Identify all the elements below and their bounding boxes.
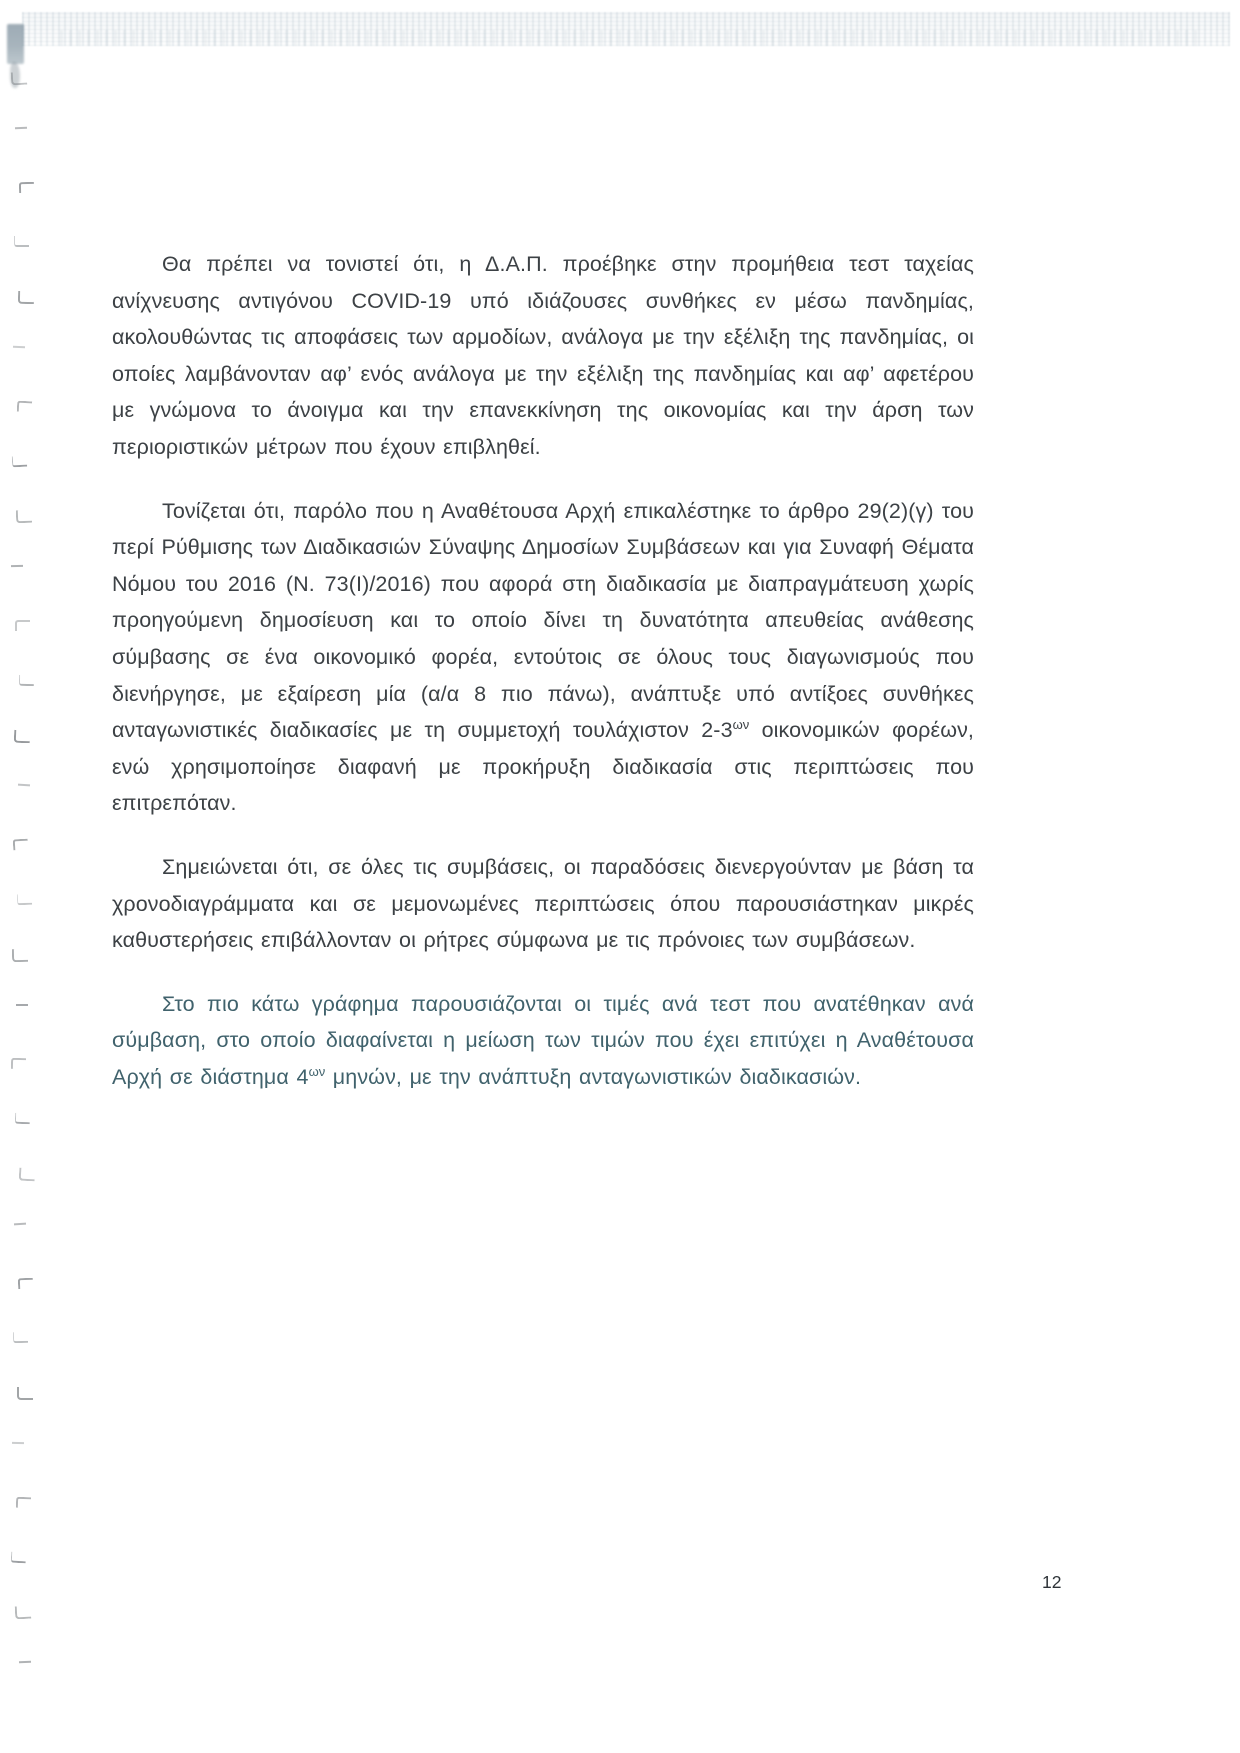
binding-mark bbox=[15, 1606, 32, 1620]
binding-mark bbox=[15, 127, 27, 129]
binding-mark bbox=[14, 236, 29, 247]
binding-mark bbox=[16, 510, 32, 524]
scan-noise-band-light bbox=[60, 30, 1200, 46]
binding-mark bbox=[18, 784, 30, 787]
binding-mark bbox=[18, 1278, 33, 1290]
binding-mark bbox=[18, 291, 34, 304]
paragraph-text: Στο πιο κάτω γράφημα παρουσιάζονται οι τιμές ανά τεστ που ανατέθηκαν ανά σύμβαση, στο οποίο διαφαίνεται η μείωση των τιμών που έχει επιτύχει η Αναθέτουσα Αρχή σε διάστημα 4 bbox=[112, 991, 974, 1089]
binding-mark bbox=[17, 401, 33, 413]
binding-mark bbox=[11, 1058, 26, 1069]
paragraph-text: Τονίζεται ότι, παρόλο που η Αναθέτουσα Αρχή επικαλέστηκε το άρθρο 29(2)(γ) του περί Ρύθμισης των Διαδικασιών Σύναψης Δημοσίων Συμβάσεων και για Συναφή Θέματα Νόμου του 2016 (Ν. 73(Ι)/2016) που αφορά στη διαδικασία με διαπραγμάτευση χωρίς προηγούμενη δημοσίευση και το οποίο δίνει τη δυνατότητα απευθείας ανάθεσης σύμβασης σε ένα οικονομικό φορέα, εντούτοις σε όλους τους διαγωνισμούς που διενήργησε, με εξαίρεση μία (α/α 8 πιο πάνω), ανάπτυξε υπό αντίξοες συνθήκες ανταγωνιστικές διαδικασίες με τη συμμετοχή τουλάχιστον 2-3 bbox=[112, 498, 974, 743]
binding-mark bbox=[16, 1497, 31, 1509]
superscript-text: ων bbox=[732, 716, 750, 732]
paragraph-text: Θα πρέπει να τονιστεί ότι, η Δ.Α.Π. προέβηκε στην προμήθεια τεστ ταχείας ανίχνευσης αντιγόνου COVID-19 υπό ιδιάζουσες συνθήκες εν μέσω πανδημίας, ακολουθώντας τις αποφάσεις των αρμοδίων, ανάλογα με την εξέλιξη της πανδημίας, οι οποίες λαμβάνονταν αφ’ ενός ανάλογα με την εξέλιξη της πανδημίας και αφ’ αφετέρου με γνώμονα το άνοιγμα και την επανεκκίνηση της οικονομίας και την άρση των περιοριστικών μέτρων που έχουν επιβληθεί. bbox=[112, 252, 974, 459]
paragraph-text: οικονομικών φορέων, ενώ χρησιμοποίησε διαφανή με προκήρυξη διαδικασία στις περιπτώσεις που επιτρεπόταν. bbox=[112, 718, 975, 816]
binding-mark bbox=[19, 1168, 36, 1182]
scan-artifact-blob bbox=[7, 24, 24, 64]
paragraph-text: Σημειώνεται ότι, σε όλες τις συμβάσεις, οι παραδόσεις διενεργούνταν με βάση τα χρονοδιαγράμματα και σε μεμονωμένες περιπτώσεις όπου παρουσιάστηκαν μικρές καθυστερήσεις επιβάλλονταν οι ρήτρες σύμφωνα με τις πρόνοιες των συμβάσεων. bbox=[112, 854, 974, 953]
binding-mark bbox=[12, 456, 28, 468]
binding-mark bbox=[15, 1113, 30, 1125]
binding-mark bbox=[13, 1332, 28, 1343]
paragraph bbox=[112, 493, 974, 822]
page-number: 12 bbox=[1042, 1572, 1062, 1592]
binding-mark bbox=[12, 1442, 24, 1444]
binding-mark bbox=[11, 565, 23, 567]
superscript-text: ων bbox=[308, 1063, 326, 1079]
binding-mark bbox=[12, 949, 28, 962]
binding-mark bbox=[17, 1387, 33, 1400]
binding-mark bbox=[14, 1223, 26, 1226]
binding-mark bbox=[11, 1552, 27, 1564]
binding-mark bbox=[13, 346, 25, 348]
paragraph-text: μηνών, με την ανάπτυξη ανταγωνιστικών διαδικασιών. bbox=[325, 1064, 862, 1089]
binding-mark bbox=[15, 620, 30, 631]
paragraph bbox=[112, 986, 974, 1096]
binding-mark bbox=[13, 839, 29, 851]
binding-mark bbox=[17, 894, 32, 906]
binding-mark bbox=[19, 675, 34, 686]
binding-mark bbox=[11, 72, 28, 86]
paragraph bbox=[112, 246, 974, 466]
binding-mark bbox=[14, 730, 30, 744]
binding-mark bbox=[19, 1661, 31, 1663]
binding-mark bbox=[16, 1004, 28, 1006]
document-body bbox=[112, 246, 974, 1122]
binding-mark bbox=[19, 182, 34, 193]
paragraph bbox=[112, 849, 974, 959]
